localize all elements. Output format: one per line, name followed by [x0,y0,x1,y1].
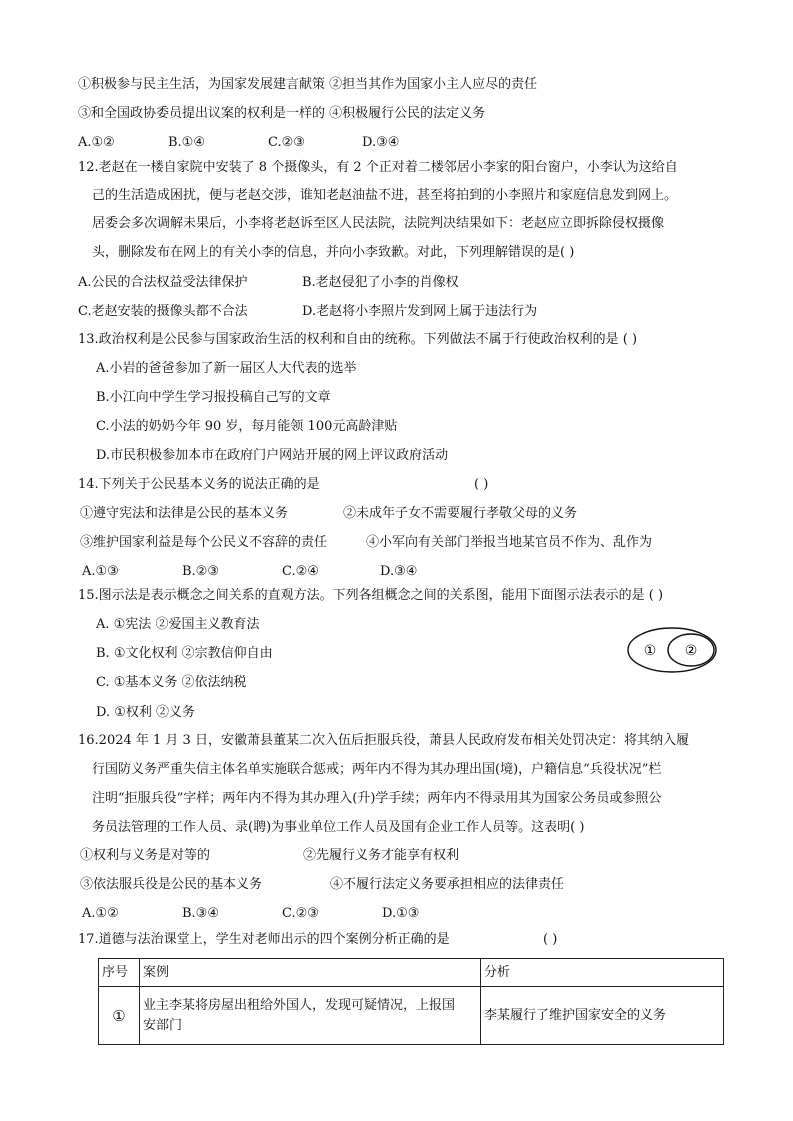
header-number: 序号 [99,959,140,987]
q15-option-a: A. ①宪法 ②爱国主义教育法 [96,617,260,632]
row-number: ① [99,987,140,1045]
q16-stem-line-3: 注明“拒服兵役”字样；两年内不得为其办理入(升)学手续；两年内不得录用其为国家公务员或参照公 [92,791,662,806]
inner-label: ② [684,643,698,659]
q13-option-c: C.小法的奶奶今年 90 岁，每月能领 100元高龄津贴 [96,419,398,434]
row-case [140,987,481,1045]
q12-stem-line-2: 己的生活造成困扰，便与老赵交涉，谁知老赵油盐不进，甚至将拍到的小李照片和家庭信息发到网上。 [92,188,678,203]
q14-option-3: ③维护国家利益是每个公民义不容辞的责任 [80,535,328,550]
q14-choice-c: C.②④ [282,564,319,579]
q17-case-table [98,958,724,1045]
row-case-line-1: 业主李某将房屋出租给外国人，发现可疑情况，上报国 [143,997,456,1013]
q11-choice-c: C.②③ [268,135,305,150]
outer-ellipse [628,628,716,672]
q15-option-b: B. ①文化权利 ②宗教信仰自由 [96,646,273,661]
q14-option-4: ④小军向有关部门举报当地某官员不作为、乱作为 [366,535,653,550]
q12-option-c: C.老赵安装的摄像头都不合法 [78,304,248,319]
q15-option-d: D. ①权利 ②义务 [96,705,196,720]
q13-stem: 13.政治权利是公民参与国家政治生活的权利和自由的统称。下列做法不属于行使政治权利的是 ( ) [78,332,638,347]
q14-answer-paren: ( ) [474,477,489,492]
q12-option-d: D.老赵将小李照片发到网上属于违法行为 [302,304,538,319]
q12-stem-line-1: 12.老赵在一楼自家院中安装了 8 个摄像头，有 2 个正对着二楼邻居小李家的阳台窗户，小李认为这给自 [78,160,678,175]
q14-option-2: ②未成年子女不需要履行孝敬父母的义务 [343,506,578,521]
q14-choice-a: A.①③ [82,564,119,579]
q14-option-1: ①遵守宪法和法律是公民的基本义务 [80,506,289,521]
q12-option-a: A.公民的合法权益受法律保护 [78,275,248,290]
header-analysis: 分析 [481,959,724,987]
table-header-row [99,959,724,987]
outer-label: ① [643,643,657,659]
row-analysis: 李某履行了维护国家安全的义务 [481,987,724,1045]
q11-choice-d: D.③④ [362,135,400,150]
q14-choice-d: D.③④ [380,564,418,579]
row-case-line-2: 安部门 [143,1017,183,1033]
q11-option-line-1: ①积极参与民主生活，为国家发展建言献策 ②担当其作为国家小主人应尽的责任 [78,77,538,92]
q16-option-3: ③依法服兵役是公民的基本义务 [80,877,263,892]
q16-stem-line-2: 行国防义务严重失信主体名单实施联合惩戒；两年内不得为其办理出国(境)，户籍信息“兵役状况”栏 [92,762,662,777]
q17-answer-paren: ( ) [543,932,558,947]
q16-choice-c: C.②③ [282,906,319,921]
q16-stem-line-1: 16.2024 年 1 月 3 日，安徽萧县董某二次入伍后拒服兵役，萧县人民政府发布相关处罚决定：将其纳入履 [78,733,689,748]
q14-choice-b: B.②③ [182,564,219,579]
table-row [99,987,724,1045]
q11-option-line-2: ③和全国政协委员提出议案的权利是一样的 ④积极履行公民的法定义务 [78,106,486,121]
nested-circles-diagram [626,626,718,674]
q12-option-b: B.老赵侵犯了小李的肖像权 [302,275,459,290]
q16-option-1: ①权利与义务是对等的 [80,848,211,863]
q13-option-d: D.市民积极参加本市在政府门户网站开展的网上评议政府活动 [96,448,449,463]
q14-stem: 14.下列关于公民基本义务的说法正确的是 [78,477,320,492]
q16-choice-d: D.①③ [382,906,420,921]
q11-choice-b: B.①④ [168,135,205,150]
q16-choice-a: A.①② [82,906,119,921]
q16-option-4: ④不履行法定义务要承担相应的法律责任 [330,877,565,892]
header-case: 案例 [140,959,481,987]
q16-choice-b: B.③④ [182,906,219,921]
q12-stem-line-4: 头，删除发布在网上的有关小李的信息，并向小李致歉。对此，下列理解错误的是( ) [92,245,575,260]
q16-stem-line-4: 务员法管理的工作人员、录(聘)为事业单位工作人员及国有企业工作人员等。这表明( ) [92,820,585,835]
q15-option-c: C. ①基本义务 ②依法纳税 [96,675,247,690]
q13-option-b: B.小江向中学生学习报投稿自己写的文章 [96,390,331,405]
q16-option-2: ②先履行义务才能享有权利 [303,848,460,863]
q11-choice-a: A.①② [78,135,115,150]
q17-stem: 17.道德与法治课堂上，学生对老师出示的四个案例分析正确的是 [78,932,450,947]
q15-stem: 15.图示法是表示概念之间关系的直观方法。下列各组概念之间的关系图，能用下面图示法表示的是 ( ) [78,588,664,603]
q13-option-a: A.小岩的爸爸参加了新一届区人大代表的选举 [96,361,357,376]
q12-stem-line-3: 居委会多次调解未果后，小李将老赵诉至区人民法院，法院判决结果如下：老赵应立即拆除侵权摄像 [92,216,665,231]
